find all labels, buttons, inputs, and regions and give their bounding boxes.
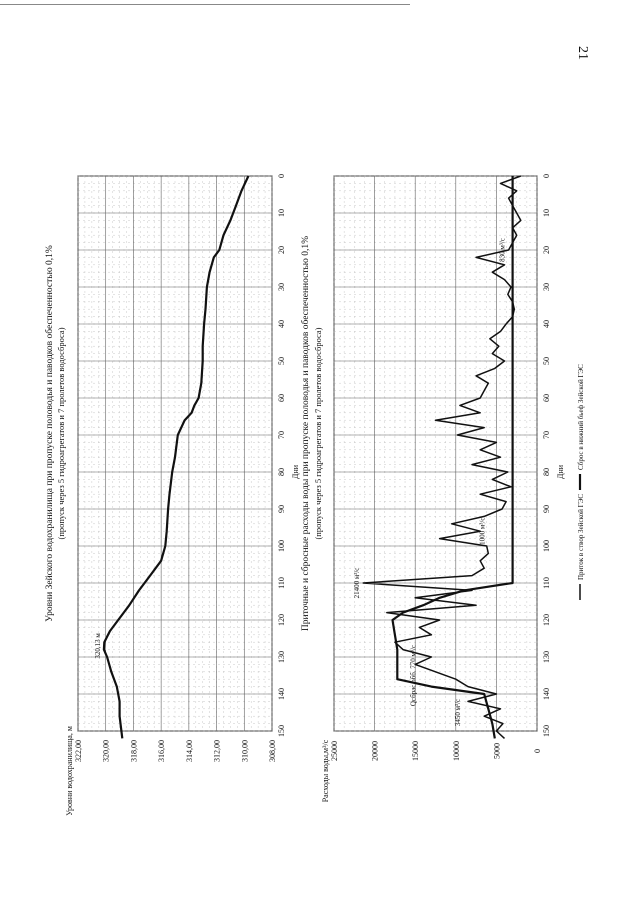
- y-tick-label: 322,00: [74, 740, 83, 762]
- series-line-1: [363, 176, 521, 738]
- x-tick-label: 40: [542, 320, 551, 328]
- y-tick-label: 308,00: [268, 740, 277, 762]
- y-tick-label: 25000: [330, 741, 339, 761]
- x-tick-label: 70: [277, 431, 286, 439]
- chart-title: Уровни Зейского водохранилища при пропуске половодья и паводков обеспеченностью 0,1%: [45, 245, 55, 622]
- x-tick-label: 60: [542, 394, 551, 402]
- x-tick-label: 20: [542, 246, 551, 254]
- y-tick-label: 318,00: [129, 740, 139, 762]
- x-tick-label: 100: [542, 540, 551, 552]
- x-tick-label: 110: [277, 577, 286, 589]
- levels-chart: [44, 174, 300, 816]
- x-tick-label: 80: [277, 468, 286, 476]
- x-tick-label: 100: [277, 540, 286, 552]
- x-tick-label: 90: [277, 505, 286, 513]
- x-tick-label: 10: [542, 209, 551, 217]
- x-tick-label: 70: [542, 431, 551, 439]
- x-tick-label: 50: [542, 357, 551, 365]
- y-tick-label: 5000: [492, 743, 502, 759]
- y-tick-label: 15000: [411, 741, 421, 761]
- chart-subtitle: (пропуск через 5 гидроагрегатов и 7 пролетов водосброса): [56, 327, 66, 540]
- x-tick-label: 80: [542, 468, 551, 476]
- x-tick-label: 110: [542, 577, 551, 589]
- x-tick-label: 50: [277, 357, 286, 365]
- x-axis-label: Дни: [291, 464, 300, 480]
- y-tick-label: 316,00: [157, 740, 167, 762]
- annotation-label: 21400 м³/с: [353, 567, 362, 599]
- discharge-chart: [300, 174, 585, 802]
- y-axis-label: Уровни водохранилища, м: [65, 726, 74, 816]
- x-tick-label: 30: [277, 283, 286, 291]
- annotation-label: 3450 м³/с: [453, 698, 462, 727]
- x-axis-label: Дни: [556, 464, 565, 480]
- x-tick-label: 30: [542, 283, 551, 291]
- annotation-label: Qсбрас.обб. 770 м³/с: [409, 644, 418, 707]
- annotation-label: 830 м³/с: [498, 238, 507, 262]
- x-tick-label: 120: [277, 614, 286, 626]
- x-tick-label: 40: [277, 320, 286, 328]
- y-tick-label: 20000: [370, 741, 380, 761]
- series-line-1: [104, 176, 249, 738]
- y-axis-label: Расходы воды,м³/с: [321, 739, 330, 803]
- legend-entry: Сброс в нижний бьеф Зейской ГЭС: [577, 364, 585, 470]
- x-tick-label: 120: [542, 614, 551, 626]
- chart-subtitle: (пропуск через 5 гидроагрегатов и 7 пролетов водосброса): [313, 327, 323, 540]
- y-tick-label: 314,00: [184, 740, 194, 762]
- x-tick-label: 10: [277, 209, 286, 217]
- x-tick-label: 0: [277, 174, 286, 178]
- y-tick-label: 310,00: [240, 740, 250, 762]
- x-tick-label: 150: [542, 725, 551, 737]
- x-tick-label: 130: [542, 651, 551, 663]
- x-tick-label: 90: [542, 505, 551, 513]
- chart-title: Приточные и сбросные расходы воды при пропуске половодья и паводков обеспеченностью 0,1%: [301, 235, 311, 632]
- y-tick-label: 0: [533, 749, 542, 753]
- y-tick-label: 10000: [451, 741, 461, 761]
- x-tick-label: 0: [542, 174, 551, 178]
- x-tick-label: 140: [542, 688, 551, 700]
- x-tick-label: 60: [277, 394, 286, 402]
- y-tick-label: 320,00: [101, 740, 111, 762]
- page-number: 21: [575, 46, 590, 60]
- x-tick-label: 130: [277, 651, 286, 663]
- x-tick-label: 20: [277, 246, 286, 254]
- x-tick-label: 150: [277, 725, 286, 737]
- annotation-label: 320,13 м: [93, 633, 102, 659]
- x-tick-label: 140: [277, 688, 286, 700]
- annotation-label: 1000 м³/с: [478, 517, 487, 545]
- y-tick-label: 312,00: [212, 740, 222, 762]
- legend-entry: Приток в створ Зейской ГЭС: [577, 494, 585, 580]
